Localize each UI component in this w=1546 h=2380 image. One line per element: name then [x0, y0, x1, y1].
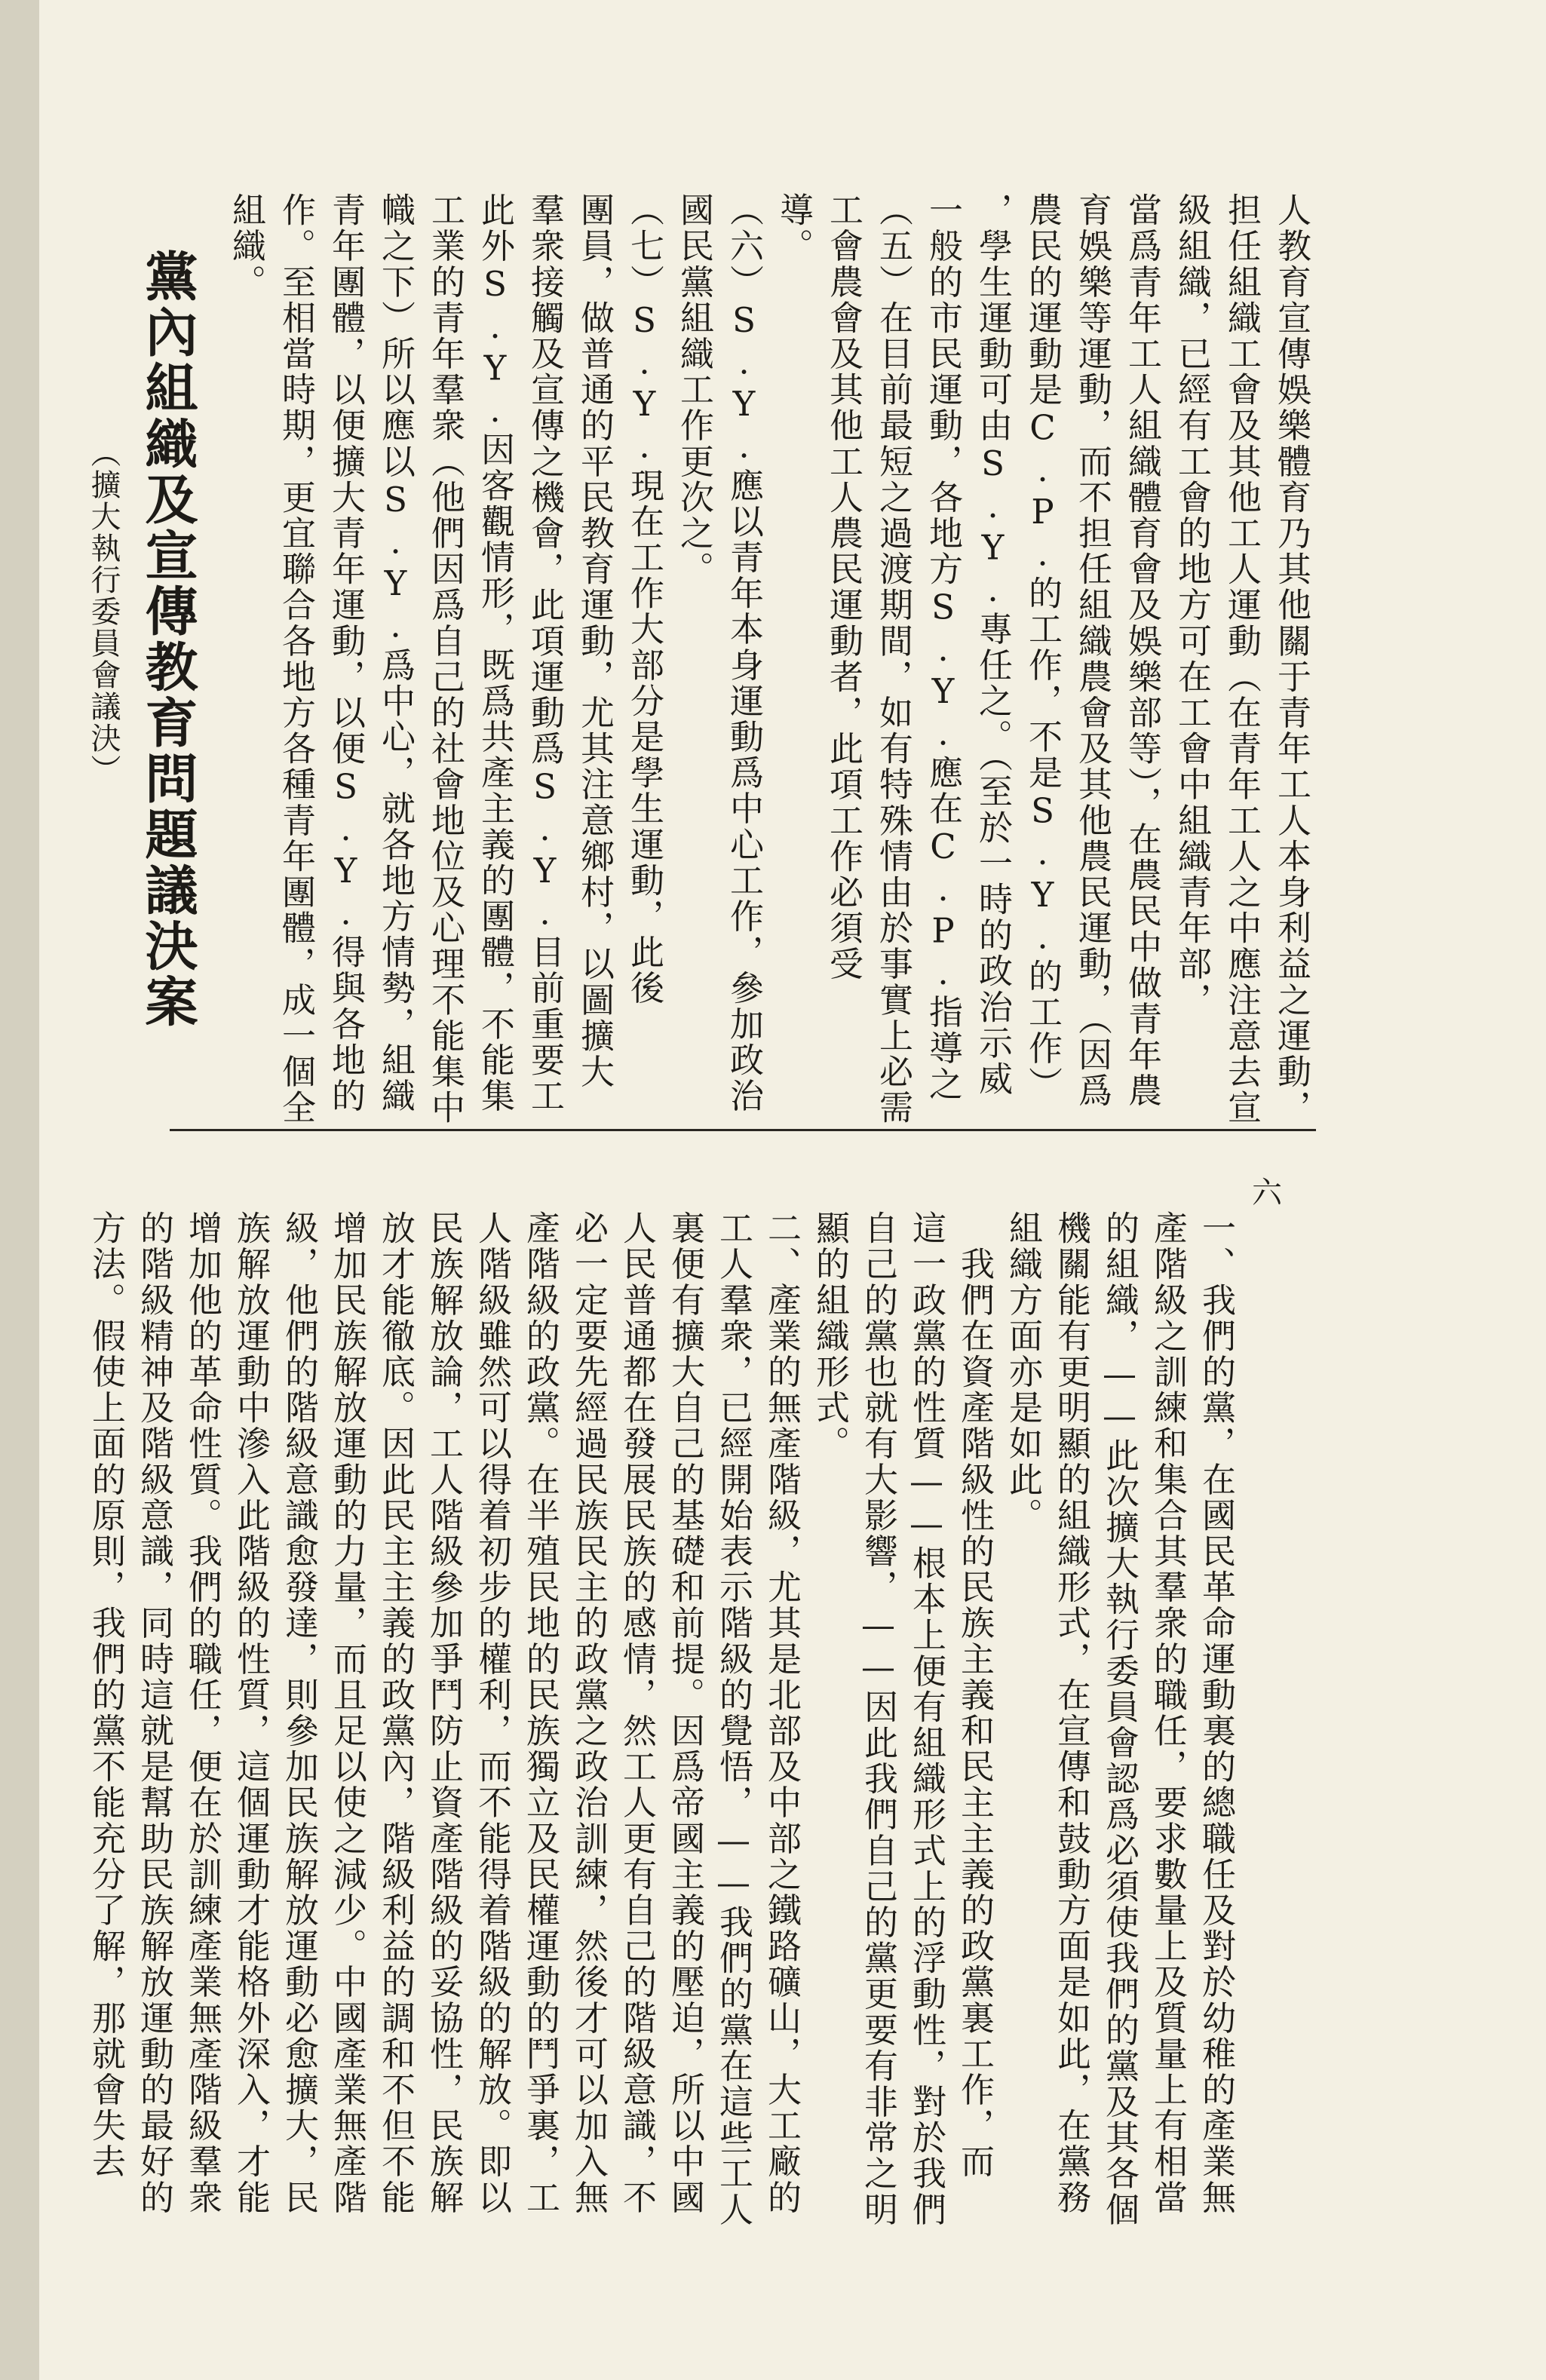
text-column: 育娛樂等運動，而不担任組織農會及其他農民運動，（因爲	[1072, 192, 1112, 1109]
text-column: 放才能徹底。因此民主主義的政黨內，階級利益的調和不但不能	[376, 1210, 416, 2216]
text-column: （六）S.Y.應以青年本身運動爲中心工作，參加政治	[724, 192, 764, 1114]
text-column: 導。	[774, 192, 814, 265]
text-column: 當爲青年工人組織體育會及娛樂部等），在農民中做青年農	[1122, 192, 1162, 1109]
text-column: 增加民族解放運動的力量，而且足以使之減少。中國產業無產階	[327, 1210, 367, 2216]
text-column: 組織方面亦是如此。	[1003, 1210, 1043, 1534]
text-column: 方法。假使上面的原則，我們的黨不能充分了解，那就會失去	[86, 1210, 126, 2180]
text-column: 裏便有擴大自己的基礎和前提。因爲帝國主義的壓迫，所以中國	[665, 1210, 705, 2216]
text-column: 工業的青年羣衆（他們因爲自己的社會地位及心理不能集中	[425, 192, 465, 1126]
text-column: 機關能有更明顯的組織形式，在宣傳和鼓動方面是如此，在黨務	[1051, 1210, 1091, 2216]
text-column: 團員，做普通的平民教育運動，尤其注意鄉村，以圖擴大	[575, 192, 615, 1090]
text-column: （五）在目前最短之過渡期間，如有特殊情由於事實上必需	[873, 192, 913, 1126]
text-column: 增加他的革命性質。我們的職任，便在於訓練產業無產階級羣衆	[183, 1210, 222, 2216]
text-column: 民族解放論，工人階級參加爭鬥防止資產階級的妥協性，民族解	[424, 1210, 464, 2216]
text-column: 人階級雖然可以得着初步的權利，而不能得着階級的解放。即以	[472, 1210, 512, 2216]
text-column: 自己的黨也就有大影響，——因此我們自己的黨更要有非常之明	[858, 1210, 898, 2228]
section-title: 黨內組織及宣傳教育問題議決案	[137, 249, 199, 1030]
text-column: 的階級精神及階級意識，同時這就是幫助民族解放運動的最好的	[134, 1210, 174, 2216]
text-column: 產階級的政黨。在半殖民地的民族獨立及民權運動的鬥爭裏，工	[520, 1210, 560, 2216]
binding-edge	[0, 0, 39, 2380]
text-column: 幟之下）所以應以S.Y.爲中心，就各地方情勢，組織	[376, 192, 416, 1114]
text-column: 國民黨組織工作更次之。	[674, 192, 714, 587]
text-column: 一、我們的黨，在國民革命運動裏的總職任及對於幼稚的產業無	[1196, 1210, 1236, 2216]
text-column: 這一政黨的性質——根本上便有組織形式上的浮動性，對於我們	[906, 1210, 946, 2228]
section-subtitle: （擴大執行委員會議決）	[86, 437, 121, 786]
text-column: 工人羣衆，已經開始表示階級的覺悟，——我們的黨在這些工人	[713, 1210, 753, 2228]
text-column: 我們在資產階級性的民族主義和民主主義的政黨裏工作，而	[955, 1210, 995, 2180]
text-column: （七）S.Y.現在工作大部分是學生運動，此後	[624, 192, 664, 1007]
text-column: 顯的組織形式。	[810, 1210, 850, 1462]
text-column: ，學生運動可由S.Y.專任之。（至於一時的政治示威	[973, 192, 1013, 1097]
text-column: 青年團體，以便擴大青年運動，以便S.Y.得與各地的	[326, 192, 366, 1114]
text-column: 担任組織工會及其他工人運動（在青年工人之中應注意去宣	[1222, 192, 1262, 1126]
text-column: 作。至相當時期，更宜聯合各地方各種青年團體，成一個全	[276, 192, 316, 1126]
text-column: 級組織，已經有工會的地方可在工會中組織青年部，	[1172, 192, 1212, 1018]
text-column: 工會農會及其他工人農民運動者，此項工作必須受	[824, 192, 863, 983]
text-column: 產階級之訓練和集合其羣衆的職任，要求數量上及質量上有相當	[1148, 1210, 1188, 2216]
text-column: 二、產業的無產階級，尤其是北部及中部之鐵路礦山，大工廠的	[762, 1210, 802, 2216]
text-column: 的組織，——此次擴大執行委員會認爲必須使我們的黨及其各個	[1100, 1210, 1140, 2228]
text-column: 組織。	[226, 192, 266, 300]
text-column: 級，他們的階級意識愈發達，則參加民族解放運動必愈擴大，民	[279, 1210, 319, 2216]
page-number: 六	[1252, 1176, 1282, 1210]
text-column: 羣衆接觸及宣傳之機會，此項運動爲S.Y.目前重要工	[525, 192, 565, 1114]
text-column: 農民的運動是C.P.的工作，不是S.Y.的工作）	[1023, 192, 1063, 1103]
section-divider	[170, 1129, 1316, 1131]
text-column: 必一定要先經過民族民主的政黨之政治訓練，然後才可以加入無	[569, 1210, 609, 2216]
text-column: 族解放運動中滲入此階級的性質，這個運動才能格外深入，才能	[231, 1210, 271, 2216]
text-column: 人民普通都在發展民族的感情，然工人更有自己的階級意識，不	[617, 1210, 657, 2216]
text-column: 此外S.Y.因客觀情形，既爲共產主義的團體，不能集	[475, 192, 515, 1114]
text-column: 一般的市民運動，各地方S.Y.應在C.P.指導之	[923, 192, 963, 1103]
text-column: 人教育宣傳娛樂體育乃其他關于青年工人本身利益之運動，	[1271, 192, 1311, 1126]
